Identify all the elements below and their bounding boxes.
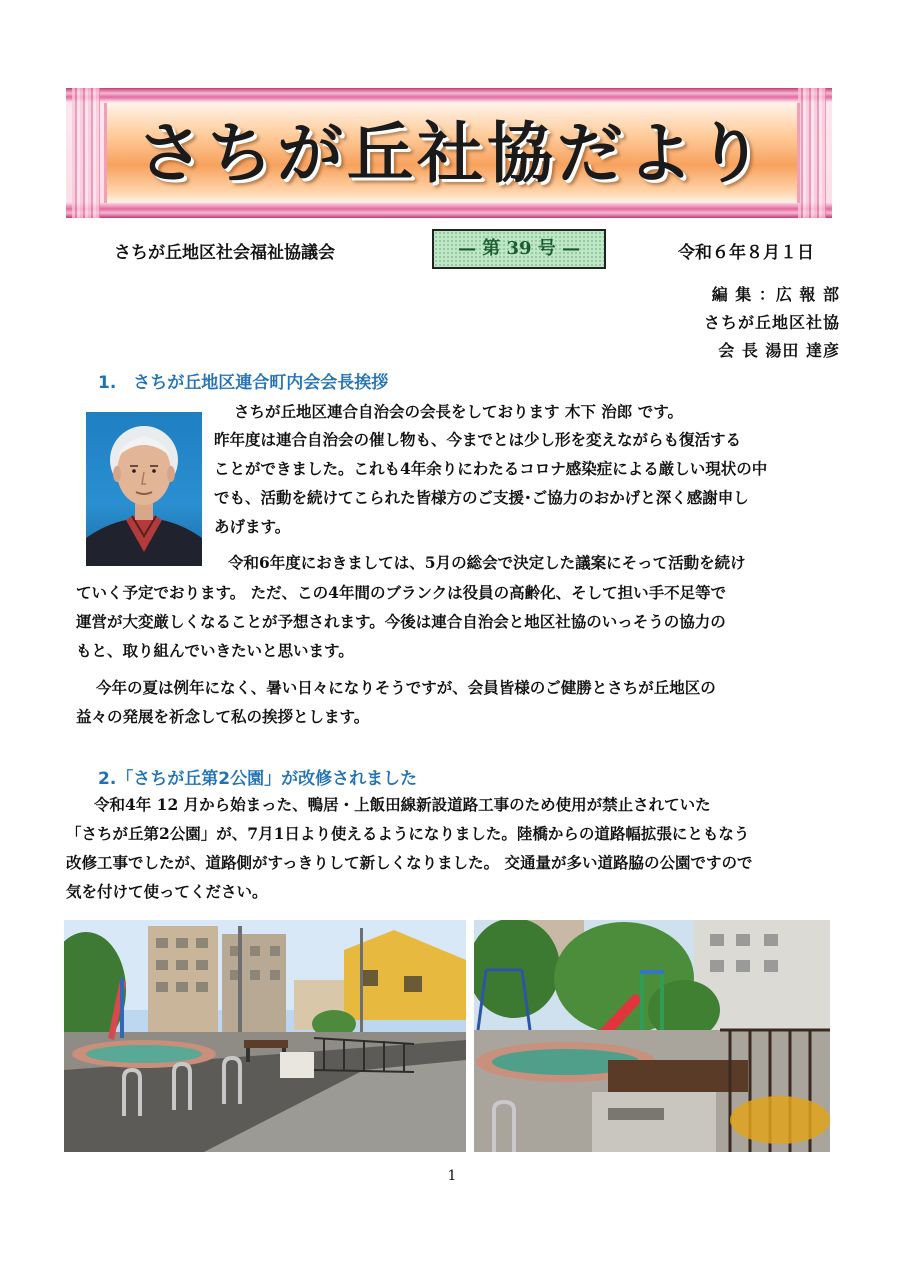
paragraph-line: 改修工事でしたが、道路側がすっきりして新しくなりました。 交通量が多い道路脇の公園ですので [66,853,753,872]
section-heading: 1. さちが丘地区連合町内会会長挨拶 [98,373,389,393]
banner-stripes-left [72,88,100,218]
paragraph-line: あげます。 [214,517,291,536]
issue-number: — 第 39 号 — [432,229,606,269]
banner-stripes-right [798,88,826,218]
paragraph-line: 気を付けて使ってください。 [66,882,268,901]
chairman-portrait [86,412,202,566]
paragraph-line: 益々の発展を祈念して私の挨拶とします。 [76,707,370,726]
paragraph-line: 今年の夏は例年になく、暑い日々になりそうですが、会員皆様のご健勝とさちが丘地区の [96,678,716,697]
newsletter-title: さちが丘社協だより [137,115,767,192]
section-heading: 2.「さちが丘第2公園」が改修されました [98,769,418,789]
paragraph-line: 運営が大変厳しくなることが予想されます。今後は連合自治会と地区社協のいっそうの協力の [76,612,726,631]
editor-line: 会 長 湯田 達彦 [718,341,840,360]
editor-line: 編 集 ：広 報 部 [711,285,840,304]
paragraph-line: 昨年度は連合自治会の催し物も、今までとは少し形を変えながらも復活する [214,430,742,449]
paragraph-line: ていく予定でおります。 ただ、この4年間のブランクは役員の高齢化、そして担い手不足等で [76,583,727,602]
park-photo-right [474,920,830,1152]
organization-name: さちが丘地区社会福祉協議会 [114,243,335,263]
paragraph-line: 「さちが丘第2公園」が、7月1日より使えるようになりました。陸橋からの道路幅拡張にともなう [66,824,750,843]
park-photo-left [64,920,466,1152]
park-illustration-right [474,920,830,1152]
paragraph-line: 令和6年度におきましては、5月の総会で決定した議案にそって活動を続け [228,553,746,572]
paragraph-line: ことができました。これも4年余りにわたるコロナ感染症による厳しい現状の中 [214,459,768,478]
portrait-illustration [86,412,202,566]
banner-title-panel [104,103,800,203]
park-illustration-left [64,920,466,1152]
editor-line: さちが丘地区社協 [703,313,840,332]
page-number: 1 [447,1168,457,1184]
paragraph-line: さちが丘地区連合自治会の会長をしております 木下 治郎 です。 [234,402,683,421]
paragraph-line: もと、取り組んでいきたいと思います。 [76,641,354,660]
newsletter-banner [66,88,832,218]
issue-date: 令和６年８月１日 [678,243,814,263]
paragraph-line: 令和4年 12 月から始まった、鴨居・上飯田線新設道路工事のため使用が禁止されていた [94,795,711,814]
paragraph-line: でも、活動を続けてこられた皆様方のご支援･ご協力のおかげと深く感謝申し [214,488,749,507]
